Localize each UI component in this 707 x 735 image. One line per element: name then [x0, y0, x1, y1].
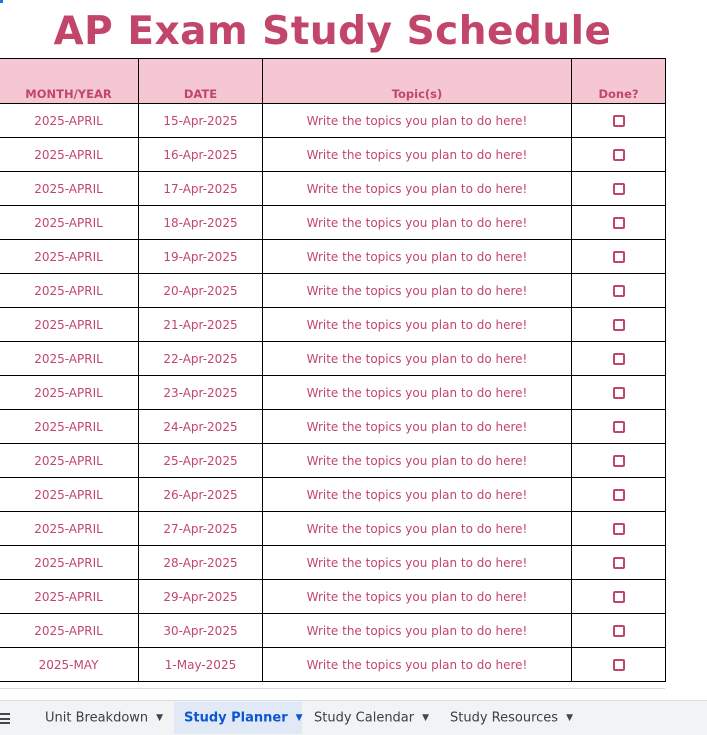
cell-topic[interactable]: Write the topics you plan to do here! [263, 512, 572, 546]
cell-date[interactable]: 28-Apr-2025 [139, 546, 263, 580]
col-header-month[interactable]: MONTH/YEAR [0, 59, 139, 104]
cell-topic[interactable]: Write the topics you plan to do here! [263, 410, 572, 444]
chevron-down-icon[interactable]: ▼ [295, 713, 303, 723]
cell-topic[interactable]: Write the topics you plan to do here! [263, 274, 572, 308]
chevron-down-icon[interactable]: ▼ [566, 713, 573, 723]
cell-date[interactable]: 23-Apr-2025 [139, 376, 263, 410]
table-row [0, 512, 666, 546]
cell-month[interactable]: 2025-APRIL [0, 104, 139, 138]
table-row [0, 444, 666, 478]
cell-done [572, 308, 666, 342]
cell-month[interactable]: 2025-APRIL [0, 410, 139, 444]
cell-month[interactable]: 2025-APRIL [0, 172, 139, 206]
table-row [0, 138, 666, 172]
table-row [0, 376, 666, 410]
cell-done [572, 172, 666, 206]
checkbox-icon[interactable] [613, 217, 625, 229]
sheet-tab-study-planner[interactable] [174, 702, 302, 734]
checkbox-icon[interactable] [613, 149, 625, 161]
cell-date[interactable]: 18-Apr-2025 [139, 206, 263, 240]
cell-done [572, 546, 666, 580]
table-row [0, 206, 666, 240]
checkbox-icon[interactable] [613, 489, 625, 501]
sheet-tab-bar [0, 700, 707, 735]
cell-date[interactable]: 27-Apr-2025 [139, 512, 263, 546]
table-row [0, 648, 666, 682]
all-sheets-icon[interactable] [0, 713, 10, 724]
cell-month[interactable]: 2025-APRIL [0, 342, 139, 376]
cell-date[interactable]: 29-Apr-2025 [139, 580, 263, 614]
checkbox-icon[interactable] [613, 625, 625, 637]
schedule-table [0, 58, 666, 682]
cell-done [572, 376, 666, 410]
cell-date[interactable]: 26-Apr-2025 [139, 478, 263, 512]
table-row [0, 240, 666, 274]
table-row [0, 614, 666, 648]
cell-topic[interactable]: Write the topics you plan to do here! [263, 580, 572, 614]
table-row [0, 308, 666, 342]
checkbox-icon[interactable] [613, 591, 625, 603]
cell-month[interactable]: 2025-APRIL [0, 444, 139, 478]
cell-date[interactable]: 19-Apr-2025 [139, 240, 263, 274]
table-row [0, 274, 666, 308]
checkbox-icon[interactable] [613, 183, 625, 195]
table-row [0, 410, 666, 444]
cell-month[interactable]: 2025-APRIL [0, 274, 139, 308]
page-title: AP Exam Study Schedule [53, 9, 612, 54]
sheet-tab-study-calendar[interactable] [304, 702, 436, 734]
col-header-date[interactable]: DATE [139, 59, 263, 104]
cell-month[interactable]: 2025-APRIL [0, 240, 139, 274]
cell-date[interactable]: 21-Apr-2025 [139, 308, 263, 342]
sheet-tab-label: Study Calendar [314, 710, 415, 726]
cell-date[interactable]: 30-Apr-2025 [139, 614, 263, 648]
cell-topic[interactable]: Write the topics you plan to do here! [263, 138, 572, 172]
cell-done [572, 240, 666, 274]
table-row [0, 104, 666, 138]
cell-done [572, 410, 666, 444]
cell-done [572, 206, 666, 240]
cell-month[interactable]: 2025-APRIL [0, 376, 139, 410]
cell-topic[interactable]: Write the topics you plan to do here! [263, 614, 572, 648]
cell-topic[interactable]: Write the topics you plan to do here! [263, 648, 572, 682]
cell-month[interactable]: 2025-MAY [0, 648, 139, 682]
table-row [0, 478, 666, 512]
cell-done [572, 138, 666, 172]
checkbox-icon[interactable] [613, 353, 625, 365]
cell-topic[interactable]: Write the topics you plan to do here! [263, 172, 572, 206]
sheet-tab-label: Study Planner [184, 710, 288, 726]
cell-topic[interactable]: Write the topics you plan to do here! [263, 376, 572, 410]
selection-handle [0, 0, 3, 3]
cell-month[interactable]: 2025-APRIL [0, 546, 139, 580]
cell-month[interactable]: 2025-APRIL [0, 512, 139, 546]
table-row [0, 546, 666, 580]
sheet-tab-label: Study Resources [450, 710, 559, 726]
checkbox-icon[interactable] [613, 387, 625, 399]
cell-done [572, 274, 666, 308]
cell-done [572, 342, 666, 376]
col-header-done[interactable]: Done? [572, 59, 666, 104]
cell-topic[interactable]: Write the topics you plan to do here! [263, 104, 572, 138]
cell-done [572, 614, 666, 648]
cell-topic[interactable]: Write the topics you plan to do here! [263, 342, 572, 376]
header-row [0, 59, 666, 104]
table-row [0, 342, 666, 376]
cell-date[interactable]: 16-Apr-2025 [139, 138, 263, 172]
checkbox-icon[interactable] [613, 285, 625, 297]
checkbox-icon[interactable] [613, 523, 625, 535]
chevron-down-icon[interactable]: ▼ [422, 713, 430, 723]
cell-done [572, 512, 666, 546]
checkbox-icon[interactable] [613, 455, 625, 467]
cell-date[interactable]: 24-Apr-2025 [139, 410, 263, 444]
cell-topic[interactable]: Write the topics you plan to do here! [263, 206, 572, 240]
grid-edge [0, 688, 665, 689]
cell-topic[interactable]: Write the topics you plan to do here! [263, 240, 572, 274]
chevron-down-icon[interactable]: ▼ [156, 713, 164, 723]
sheet-tab-unit-breakdown[interactable] [35, 702, 169, 734]
sheet-tab-label: Unit Breakdown [45, 710, 149, 726]
checkbox-icon[interactable] [613, 421, 625, 433]
table-row [0, 580, 666, 614]
checkbox-icon[interactable] [613, 557, 625, 569]
cell-topic[interactable]: Write the topics you plan to do here! [263, 308, 572, 342]
table-row [0, 172, 666, 206]
cell-topic[interactable]: Write the topics you plan to do here! [263, 546, 572, 580]
col-header-topics[interactable]: Topic(s) [263, 59, 572, 104]
cell-month[interactable]: 2025-APRIL [0, 138, 139, 172]
checkbox-icon[interactable] [613, 115, 625, 127]
cell-month[interactable]: 2025-APRIL [0, 580, 139, 614]
cell-date[interactable]: 22-Apr-2025 [139, 342, 263, 376]
sheet-tab-study-resources[interactable] [440, 702, 580, 734]
cell-month[interactable]: 2025-APRIL [0, 308, 139, 342]
cell-done [572, 478, 666, 512]
cell-topic[interactable]: Write the topics you plan to do here! [263, 478, 572, 512]
cell-month[interactable]: 2025-APRIL [0, 478, 139, 512]
cell-month[interactable]: 2025-APRIL [0, 614, 139, 648]
cell-done [572, 580, 666, 614]
cell-date[interactable]: 15-Apr-2025 [139, 104, 263, 138]
cell-date[interactable]: 17-Apr-2025 [139, 172, 263, 206]
checkbox-icon[interactable] [613, 251, 625, 263]
cell-topic[interactable]: Write the topics you plan to do here! [263, 444, 572, 478]
cell-date[interactable]: 1-May-2025 [139, 648, 263, 682]
cell-date[interactable]: 20-Apr-2025 [139, 274, 263, 308]
cell-done [572, 104, 666, 138]
cell-month[interactable]: 2025-APRIL [0, 206, 139, 240]
checkbox-icon[interactable] [613, 659, 625, 671]
checkbox-icon[interactable] [613, 319, 625, 331]
cell-date[interactable]: 25-Apr-2025 [139, 444, 263, 478]
cell-done [572, 444, 666, 478]
cell-done [572, 648, 666, 682]
